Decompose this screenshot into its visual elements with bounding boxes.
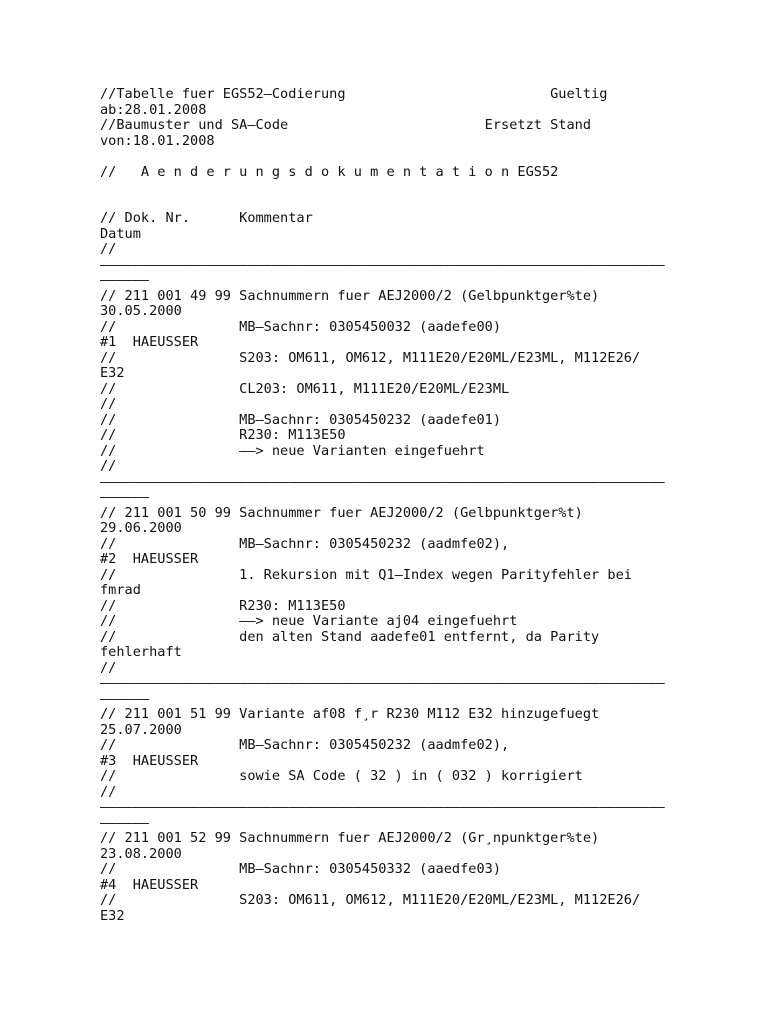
- document-line: // R230: M113E50: [100, 597, 346, 614]
- document-line: // sowie SA Code ( 32 ) in ( 032 ) korrigiert: [100, 768, 583, 784]
- document-line: // MB–Sachnr: 0305450232 (aadmfe02),: [100, 737, 510, 753]
- document-line: // Dok. Nr. Kommentar: [100, 210, 313, 226]
- document-line: E32: [100, 907, 125, 924]
- document-line: // R230: M113E50: [100, 427, 346, 443]
- document-line: 25.07.2000: [100, 721, 182, 738]
- document-line: //: [100, 241, 117, 257]
- document-line: // ––> neue Variante aj04 eingefuehrt: [100, 613, 518, 629]
- document-line: // CL203: OM611, M111E20/E20ML/E23ML: [100, 380, 510, 397]
- document-line: //Baumuster und SA–Code Ersetzt Stand: [100, 117, 592, 133]
- document-line: //: [100, 659, 117, 676]
- document-line: #1 HAEUSSER: [100, 334, 199, 350]
- document-line: von:18.01.2008: [100, 132, 215, 149]
- document-line: // 211 001 49 99 Sachnummern fuer AEJ2000/2 (Gelbpunktger%te): [100, 287, 600, 304]
- document-line: // 211 001 51 99 Variante af08 f¸r R230 M112 E32 hinzugefuegt: [100, 706, 600, 722]
- document-line: E32: [100, 365, 125, 381]
- document-line: // den alten Stand aadefe01 entfernt, da Parity: [100, 628, 600, 645]
- document-line: ––––––: [100, 690, 150, 707]
- document-line: // MB–Sachnr: 0305450032 (aadefe00): [100, 318, 502, 335]
- document-line: ––––––: [100, 814, 150, 831]
- document-line: ––––––: [100, 489, 150, 505]
- document-line: // ––> neue Varianten eingefuehrt: [100, 442, 485, 459]
- document-line: ––––––: [100, 272, 150, 288]
- document-line: –––––––––––––––––––––––––––––––––––––––––––––––––––––––––––––––––––––: [100, 256, 665, 273]
- document-line: ab:28.01.2008: [100, 101, 207, 118]
- document-line: –––––––––––––––––––––––––––––––––––––––––––––––––––––––––––––––––––––: [100, 473, 665, 490]
- document-line: #4 HAEUSSER: [100, 876, 199, 893]
- document-line: // MB–Sachnr: 0305450232 (aadmfe02),: [100, 535, 510, 552]
- document-line: –––––––––––––––––––––––––––––––––––––––––––––––––––––––––––––––––––––: [100, 675, 665, 691]
- document-line: //Tabelle fuer EGS52–Codierung Gueltig: [100, 86, 608, 102]
- document-line: // MB–Sachnr: 0305450232 (aadefe01): [100, 411, 502, 428]
- document-line: // 211 001 52 99 Sachnummern fuer AEJ2000/2 (Gr¸npunktger%te): [100, 830, 600, 846]
- document-line: Datum: [100, 225, 141, 242]
- document-line: //: [100, 783, 117, 800]
- document-line: #2 HAEUSSER: [100, 551, 199, 567]
- document-line: 23.08.2000: [100, 845, 182, 862]
- document-line: // MB–Sachnr: 0305450332 (aaedfe03): [100, 861, 502, 877]
- document-line: // S203: OM611, OM612, M111E20/E20ML/E23ML, M112E26/: [100, 349, 641, 366]
- document-line: // A e n d e r u n g s d o k u m e n t a t i o n EGS52: [100, 163, 559, 180]
- document-line: 29.06.2000: [100, 520, 182, 536]
- document-line: // 211 001 50 99 Sachnummer fuer AEJ2000/2 (Gelbpunktger%t): [100, 504, 583, 521]
- document-line: //: [100, 458, 117, 474]
- document-line: #3 HAEUSSER: [100, 752, 199, 769]
- document-line: fmrad: [100, 582, 141, 598]
- document-line: //: [100, 396, 117, 412]
- document-line: 30.05.2000: [100, 303, 182, 319]
- document-line: fehlerhaft: [100, 644, 182, 660]
- document-line: –––––––––––––––––––––––––––––––––––––––––––––––––––––––––––––––––––––: [100, 799, 665, 815]
- document-line: // 1. Rekursion mit Q1–Index wegen Parityfehler bei: [100, 566, 632, 583]
- document-line: // S203: OM611, OM612, M111E20/E20ML/E23ML, M112E26/: [100, 892, 641, 908]
